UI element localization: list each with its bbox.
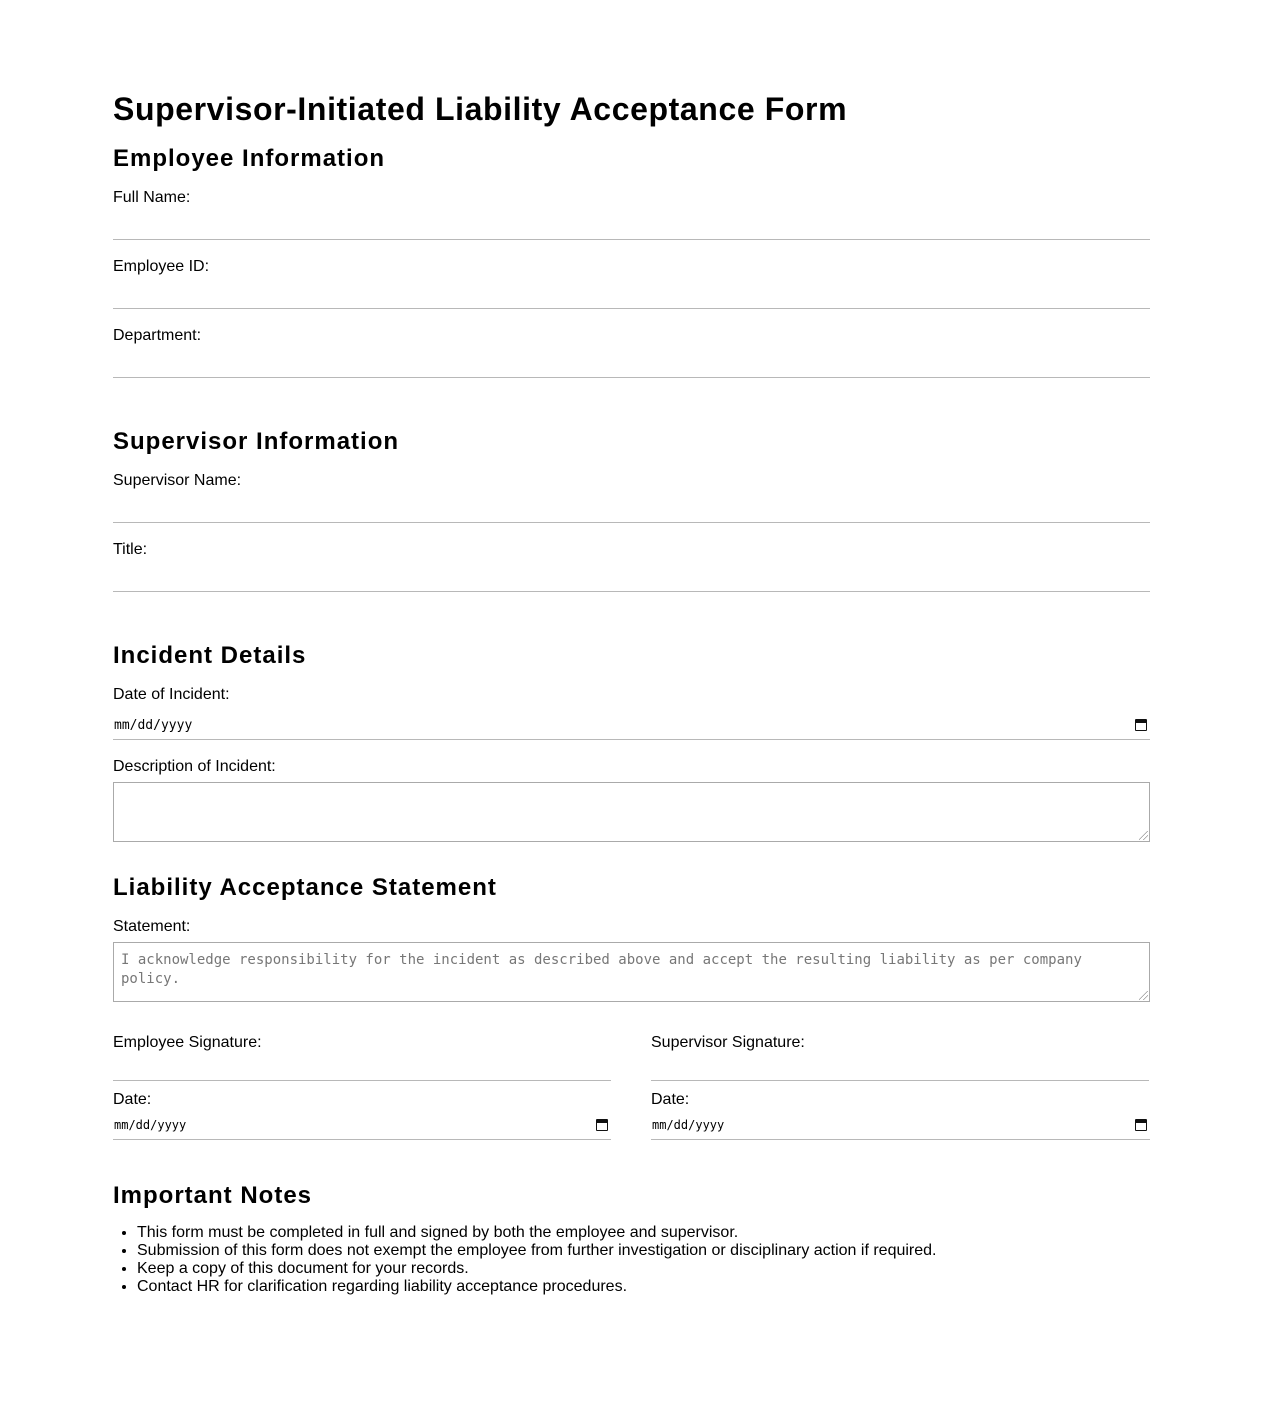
employee-id-label: Employee ID: — [113, 258, 210, 275]
incident-section-heading: Incident Details — [113, 642, 307, 669]
supervisor-title-label: Title: — [113, 541, 148, 558]
department-input[interactable] — [113, 350, 1150, 378]
employee-signature-field[interactable] — [113, 1053, 611, 1081]
employee-date-input[interactable] — [113, 1112, 611, 1140]
incident-description-label: Description of Incident: — [113, 758, 276, 775]
incident-date-placeholder: mm/dd/yyyy — [114, 718, 193, 733]
department-label: Department: — [113, 327, 202, 344]
form-title: Supervisor-Initiated Liability Acceptance Form — [113, 91, 848, 127]
statement-text: I acknowledge responsibility for the incident as described above and accept the resulting liability as per company policy. — [121, 952, 1082, 987]
incident-date-input[interactable] — [113, 712, 1150, 740]
employee-id-input[interactable] — [113, 281, 1150, 309]
supervisor-date-placeholder: mm/dd/yyyy — [652, 1118, 725, 1132]
full-name-input[interactable] — [113, 212, 1150, 240]
statement-textarea[interactable] — [113, 942, 1150, 1002]
employee-date-placeholder: mm/dd/yyyy — [114, 1118, 187, 1132]
calendar-icon[interactable] — [1135, 719, 1147, 731]
calendar-icon[interactable] — [596, 1119, 608, 1131]
supervisor-signature-label: Supervisor Signature: — [651, 1034, 805, 1051]
notes-section-heading: Important Notes — [113, 1182, 313, 1209]
incident-description-textarea[interactable] — [113, 782, 1150, 842]
supervisor-section-heading: Supervisor Information — [113, 428, 400, 455]
supervisor-date-input[interactable] — [651, 1112, 1150, 1140]
employee-date-label: Date: — [113, 1091, 152, 1108]
full-name-label: Full Name: — [113, 189, 191, 206]
supervisor-signature-field[interactable] — [651, 1053, 1149, 1081]
supervisor-date-label: Date: — [651, 1091, 690, 1108]
list-item: • This form must be completed in full and signed by both the employee and supervisor. — [137, 1224, 1174, 1242]
liability-section-heading: Liability Acceptance Statement — [113, 874, 497, 901]
statement-label: Statement: — [113, 918, 191, 935]
resize-grip-icon[interactable] — [1139, 831, 1148, 840]
supervisor-title-input[interactable] — [113, 564, 1150, 592]
employee-signature-label: Employee Signature: — [113, 1034, 262, 1051]
list-item: • Contact HR for clarification regarding liability acceptance procedures. — [137, 1278, 1174, 1296]
list-item: • Submission of this form does not exempt the employee from further investigation or disciplinary action if required. — [137, 1242, 1174, 1260]
resize-grip-icon[interactable] — [1139, 991, 1148, 1000]
supervisor-name-input[interactable] — [113, 495, 1150, 523]
employee-section-heading: Employee Information — [113, 145, 386, 172]
incident-date-label: Date of Incident: — [113, 686, 230, 703]
notes-list — [113, 1224, 1174, 1296]
list-item: • Keep a copy of this document for your records. — [137, 1260, 1174, 1278]
supervisor-name-label: Supervisor Name: — [113, 472, 242, 489]
calendar-icon[interactable] — [1135, 1119, 1147, 1131]
